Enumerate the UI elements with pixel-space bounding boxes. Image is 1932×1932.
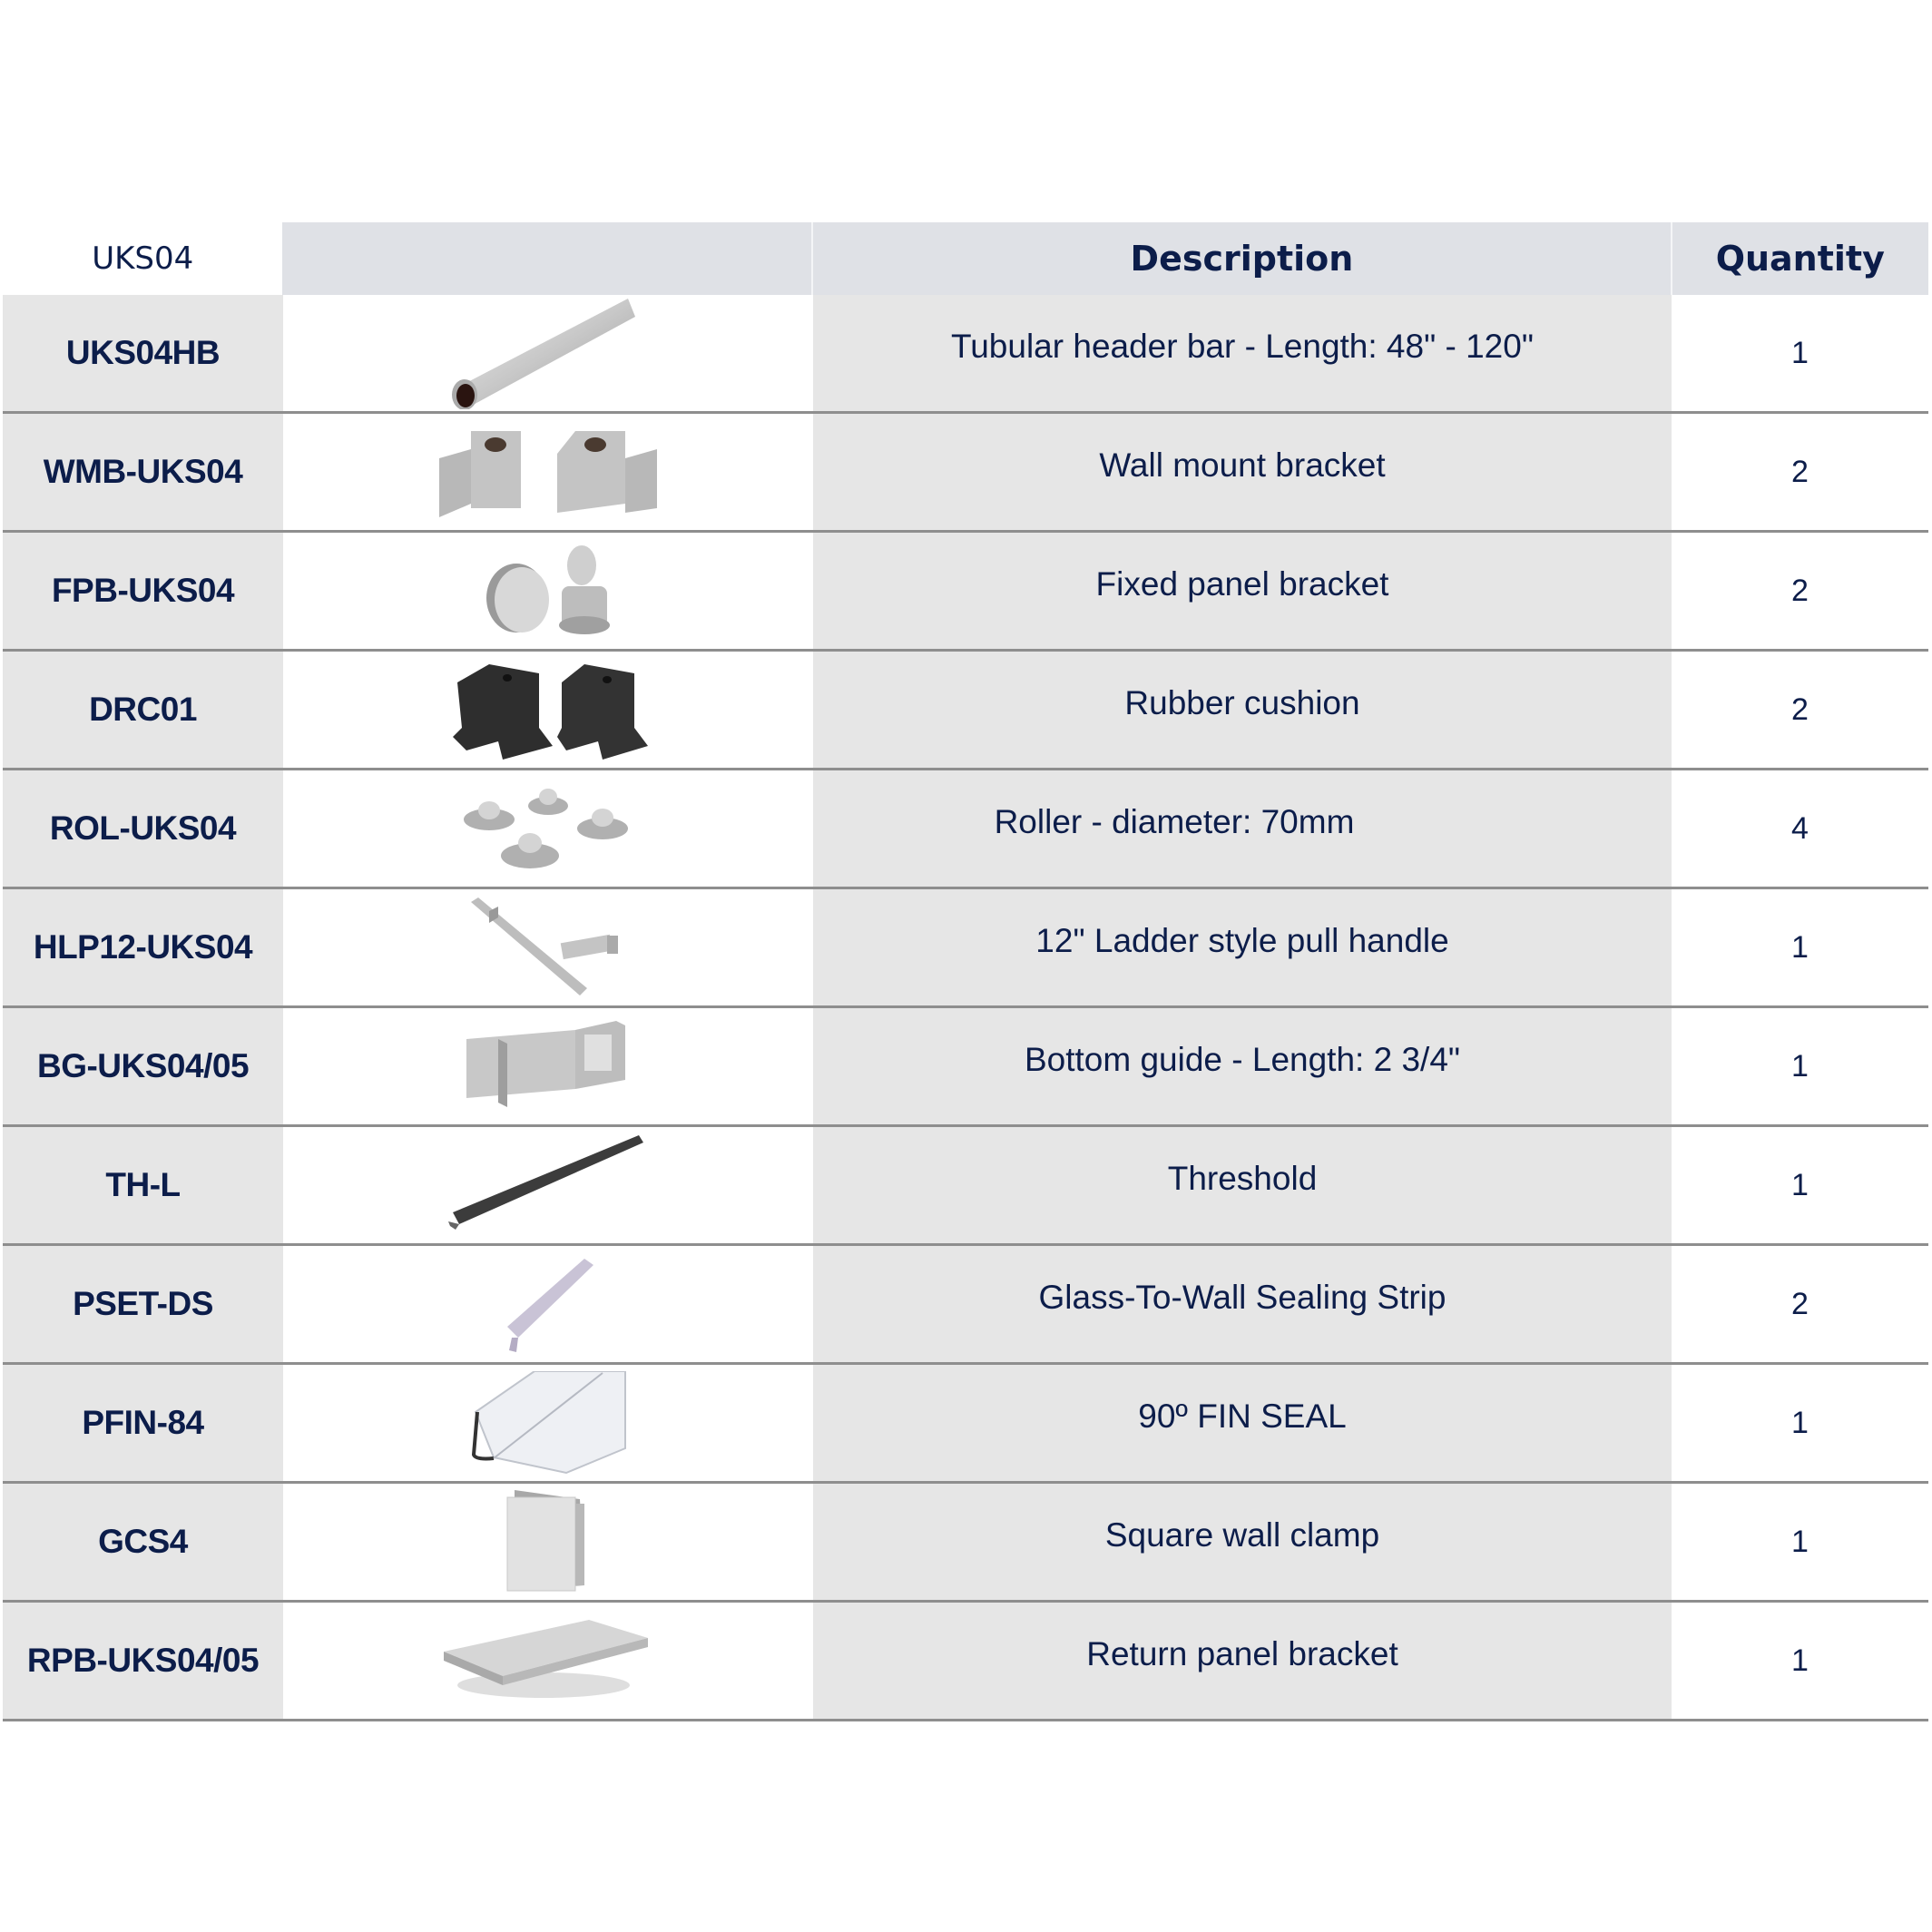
table-row bbox=[3, 1484, 1928, 1603]
part-code: UKS04HB bbox=[3, 295, 283, 411]
part-code: WMB-UKS04 bbox=[3, 414, 283, 530]
sealing-strip-icon bbox=[498, 1254, 598, 1354]
kit-code-label: UKS04 bbox=[92, 240, 194, 277]
part-quantity: 4 bbox=[1672, 770, 1928, 887]
part-image bbox=[283, 652, 813, 768]
part-image bbox=[283, 770, 813, 887]
part-code: FPB-UKS04 bbox=[3, 533, 283, 649]
tube-icon bbox=[448, 297, 648, 409]
part-quantity: 1 bbox=[1672, 1484, 1928, 1600]
pull-handle-icon bbox=[471, 897, 625, 997]
part-image bbox=[283, 414, 813, 530]
part-image bbox=[283, 889, 813, 1005]
part-code: RPB-UKS04/05 bbox=[3, 1603, 283, 1719]
table-row bbox=[3, 414, 1928, 533]
part-quantity: 1 bbox=[1672, 295, 1928, 411]
table-row bbox=[3, 533, 1928, 652]
part-image bbox=[283, 295, 813, 411]
bottom-guide-icon bbox=[466, 1021, 630, 1112]
part-code: HLP12-UKS04 bbox=[3, 889, 283, 1005]
fin-seal-icon bbox=[466, 1371, 630, 1476]
part-description: Glass-To-Wall Sealing Strip bbox=[813, 1246, 1672, 1362]
part-description: Tubular header bar - Length: 48" - 120" bbox=[813, 295, 1672, 411]
part-description: Return panel bracket bbox=[813, 1603, 1672, 1719]
part-description: Rubber cushion bbox=[813, 652, 1672, 768]
part-description: 12" Ladder style pull handle bbox=[813, 889, 1672, 1005]
part-quantity: 1 bbox=[1672, 1127, 1928, 1243]
part-description: Threshold bbox=[813, 1127, 1672, 1243]
part-image bbox=[283, 533, 813, 649]
part-description: Square wall clamp bbox=[813, 1484, 1672, 1600]
header-description: Description bbox=[811, 222, 1670, 295]
part-quantity: 1 bbox=[1672, 1603, 1928, 1719]
part-code: PFIN-84 bbox=[3, 1365, 283, 1481]
header-quantity: Quantity bbox=[1671, 222, 1928, 295]
table-row bbox=[3, 1008, 1928, 1127]
table-row bbox=[3, 770, 1928, 889]
part-code: GCS4 bbox=[3, 1484, 283, 1600]
part-quantity: 2 bbox=[1672, 1246, 1928, 1362]
table-row bbox=[3, 889, 1928, 1008]
part-quantity: 1 bbox=[1672, 1365, 1928, 1481]
roller-icon bbox=[457, 783, 639, 874]
table-row bbox=[3, 1365, 1928, 1484]
part-image bbox=[283, 1008, 813, 1124]
part-image bbox=[283, 1603, 813, 1719]
part-description: Roller - diameter: 70mm bbox=[813, 770, 1672, 887]
part-description: Wall mount bracket bbox=[813, 414, 1672, 530]
part-code: ROL-UKS04 bbox=[3, 770, 283, 887]
table-header bbox=[3, 222, 1928, 295]
part-code: BG-UKS04/05 bbox=[3, 1008, 283, 1124]
part-code: TH-L bbox=[3, 1127, 283, 1243]
table-row bbox=[3, 652, 1928, 770]
rubber-cushion-icon bbox=[448, 660, 648, 760]
table-row bbox=[3, 1603, 1928, 1721]
part-image bbox=[283, 1484, 813, 1600]
fixed-panel-bracket-icon bbox=[480, 545, 616, 636]
part-quantity: 2 bbox=[1672, 414, 1928, 530]
threshold-icon bbox=[448, 1135, 648, 1235]
parts-table bbox=[3, 222, 1928, 1721]
part-quantity: 1 bbox=[1672, 889, 1928, 1005]
part-quantity: 2 bbox=[1672, 533, 1928, 649]
part-image bbox=[283, 1127, 813, 1243]
part-description: 90º FIN SEAL bbox=[813, 1365, 1672, 1481]
part-description: Bottom guide - Length: 2 3/4" bbox=[813, 1008, 1672, 1124]
return-panel-bracket-icon bbox=[444, 1620, 652, 1702]
part-image bbox=[283, 1365, 813, 1481]
table-row bbox=[3, 1246, 1928, 1365]
part-quantity: 2 bbox=[1672, 652, 1928, 768]
wall-clamp-icon bbox=[498, 1490, 598, 1594]
table-row bbox=[3, 1127, 1928, 1246]
wall-mount-bracket-icon bbox=[439, 427, 657, 517]
part-description: Fixed panel bracket bbox=[813, 533, 1672, 649]
part-quantity: 1 bbox=[1672, 1008, 1928, 1124]
header-image bbox=[282, 222, 811, 295]
part-image bbox=[283, 1246, 813, 1362]
part-code: DRC01 bbox=[3, 652, 283, 768]
part-code: PSET-DS bbox=[3, 1246, 283, 1362]
header-kit-code bbox=[3, 222, 282, 295]
table-row bbox=[3, 295, 1928, 414]
